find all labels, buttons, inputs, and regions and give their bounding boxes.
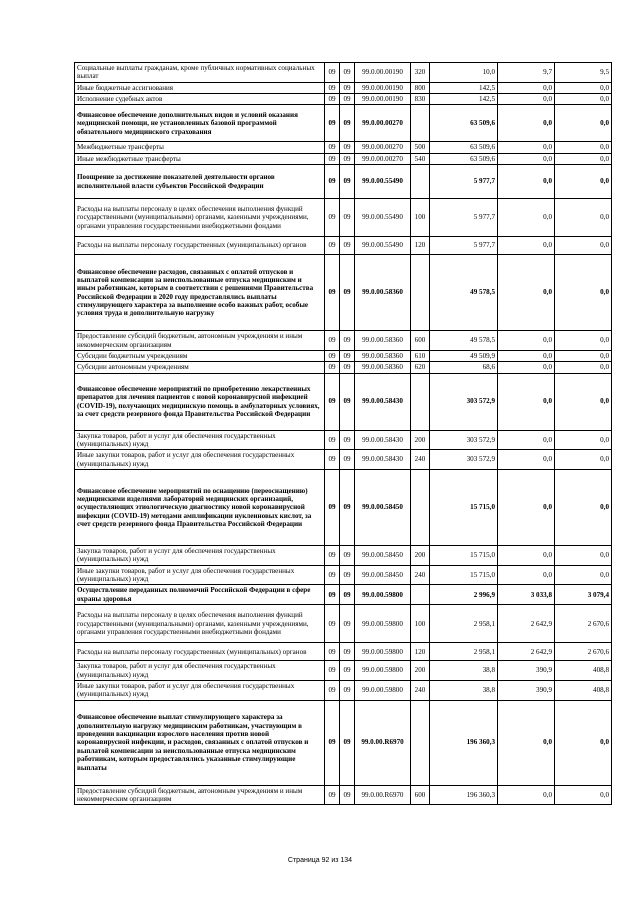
table-row [75,700,612,785]
row-value-1-cell: 5 977,7 [430,165,498,199]
row-value-3-cell: 0,0 [555,565,612,585]
row-name-cell: Предоставление субсидий бюджетным, автономным учреждениям и иным некоммерческим организациям [75,785,325,805]
row-value-3-cell: 0,0 [555,142,612,153]
table-row [75,237,612,255]
table-row [75,585,612,605]
row-subsection-cell: 09 [340,350,355,361]
row-value-1-cell: 63 509,6 [430,153,498,164]
row-section-cell: 09 [325,661,340,681]
row-expense-type-cell [411,255,430,331]
row-value-3-cell: 0,0 [555,430,612,450]
row-section-cell: 09 [325,585,340,605]
row-section-cell: 09 [325,82,340,93]
row-value-2-cell: 3 033,8 [498,585,555,605]
row-value-1-cell: 303 572,9 [430,430,498,450]
row-target-article-cell: 99.0.00.59800 [355,605,411,643]
row-expense-type-cell: 540 [411,153,430,164]
row-subsection-cell: 09 [340,82,355,93]
row-value-3-cell: 0,0 [555,785,612,805]
row-value-2-cell: 0,0 [498,362,555,373]
row-value-1-cell: 63 509,6 [430,142,498,153]
budget-table [74,62,612,805]
table-row [75,643,612,661]
row-target-article-cell: 99.0.00.58360 [355,331,411,351]
row-expense-type-cell: 600 [411,331,430,351]
row-value-2-cell: 0,0 [498,82,555,93]
table-row [75,430,612,450]
row-name-cell: Субсидии бюджетным учреждениям [75,350,325,361]
row-expense-type-cell: 100 [411,605,430,643]
budget-table-body [75,63,612,805]
row-section-cell: 09 [325,470,340,546]
budget-table-container [74,62,611,805]
row-expense-type-cell: 830 [411,94,430,105]
row-section-cell: 09 [325,142,340,153]
row-value-1-cell: 49 509,9 [430,350,498,361]
row-value-1-cell: 63 509,6 [430,105,498,142]
row-value-2-cell: 0,0 [498,373,555,430]
row-name-cell: Финансовое обеспечение дополнительных видов и условий оказания медицинской помощи, не установленных базовой программой обязательного медицинского страхования [75,105,325,142]
row-value-1-cell: 303 572,9 [430,373,498,430]
row-value-1-cell: 15 715,0 [430,470,498,546]
page-footer: Страница 92 из 134 [287,857,353,864]
row-target-article-cell: 99.0.00.58450 [355,565,411,585]
row-subsection-cell: 09 [340,450,355,470]
row-section-cell: 09 [325,255,340,331]
row-subsection-cell: 09 [340,546,355,566]
row-value-2-cell: 0,0 [498,470,555,546]
row-value-2-cell: 2 642,9 [498,605,555,643]
row-section-cell: 09 [325,700,340,785]
row-name-cell: Иные межбюджетные трансферты [75,153,325,164]
row-name-cell: Иные бюджетные ассигнования [75,82,325,93]
row-target-article-cell: 99.0.00.00190 [355,82,411,93]
row-expense-type-cell: 800 [411,82,430,93]
row-section-cell: 09 [325,565,340,585]
row-section-cell: 09 [325,153,340,164]
row-target-article-cell: 99.0.00.58360 [355,255,411,331]
row-section-cell: 09 [325,373,340,430]
row-value-1-cell: 38,8 [430,680,498,700]
row-expense-type-cell: 200 [411,430,430,450]
row-target-article-cell: 99.0.00.55490 [355,165,411,199]
row-target-article-cell: 99.0.00.00270 [355,105,411,142]
row-name-cell: Иные закупки товаров, работ и услуг для обеспечения государственных (муниципальных) нужд [75,565,325,585]
row-value-2-cell: 390,9 [498,680,555,700]
row-target-article-cell: 99.0.00.58360 [355,350,411,361]
row-name-cell: Предоставление субсидий бюджетным, автономным учреждениям и иным некоммерческим организациям [75,331,325,351]
row-value-3-cell: 0,0 [555,105,612,142]
row-expense-type-cell [411,470,430,546]
row-subsection-cell: 09 [340,430,355,450]
table-row [75,142,612,153]
row-value-3-cell: 408,8 [555,680,612,700]
row-section-cell: 09 [325,450,340,470]
row-expense-type-cell: 120 [411,643,430,661]
row-value-1-cell: 142,5 [430,94,498,105]
row-value-1-cell: 196 360,3 [430,700,498,785]
row-value-3-cell: 0,0 [555,199,612,237]
row-value-3-cell: 0,0 [555,165,612,199]
row-value-1-cell: 10,0 [430,63,498,83]
row-name-cell: Финансовое обеспечение расходов, связанных с оплатой отпусков и выплатой компенсации за неиспользованные отпуска медицинским и иным работникам, которым в соответствии с решениями Правительства Российской Федерации в 2020 году предоставлялись выплаты стимулирующего характера за выполнение особо важных работ, особые условия труда и дополнительную нагрузку [75,255,325,331]
row-target-article-cell: 99.0.00.R6970 [355,700,411,785]
row-name-cell: Расходы на выплаты персоналу государственных (муниципальных) органов [75,643,325,661]
row-name-cell: Субсидии автономным учреждениям [75,362,325,373]
row-value-3-cell: 0,0 [555,546,612,566]
row-target-article-cell: 99.0.00.59800 [355,585,411,605]
row-expense-type-cell [411,700,430,785]
row-target-article-cell: 99.0.00.00190 [355,63,411,83]
row-section-cell: 09 [325,237,340,255]
row-value-2-cell: 0,0 [498,165,555,199]
row-subsection-cell: 09 [340,643,355,661]
row-target-article-cell: 99.0.00.59800 [355,680,411,700]
row-value-3-cell: 0,0 [555,237,612,255]
row-value-2-cell: 0,0 [498,237,555,255]
row-name-cell: Исполнение судебных актов [75,94,325,105]
row-value-3-cell: 2 670,6 [555,605,612,643]
row-value-3-cell: 0,0 [555,450,612,470]
row-value-1-cell: 5 977,7 [430,199,498,237]
table-row [75,331,612,351]
row-section-cell: 09 [325,94,340,105]
row-value-3-cell: 0,0 [555,373,612,430]
row-expense-type-cell [411,373,430,430]
row-section-cell: 09 [325,199,340,237]
row-section-cell: 09 [325,785,340,805]
row-value-3-cell: 0,0 [555,82,612,93]
row-expense-type-cell: 610 [411,350,430,361]
row-section-cell: 09 [325,331,340,351]
row-value-2-cell: 0,0 [498,105,555,142]
row-name-cell: Поощрение за достижение показателей деятельности органов исполнительной власти субъектов Российской Федерации [75,165,325,199]
row-section-cell: 09 [325,546,340,566]
row-expense-type-cell: 620 [411,362,430,373]
row-value-1-cell: 196 360,3 [430,785,498,805]
row-value-2-cell: 0,0 [498,785,555,805]
row-value-3-cell: 2 670,6 [555,643,612,661]
row-subsection-cell: 09 [340,255,355,331]
row-value-3-cell: 408,8 [555,661,612,681]
row-value-1-cell: 2 958,1 [430,605,498,643]
table-row [75,565,612,585]
row-section-cell: 09 [325,430,340,450]
row-name-cell: Иные закупки товаров, работ и услуг для обеспечения государственных (муниципальных) нужд [75,450,325,470]
row-value-3-cell: 0,0 [555,94,612,105]
row-section-cell: 09 [325,680,340,700]
table-row [75,105,612,142]
row-value-1-cell: 49 578,5 [430,331,498,351]
row-value-2-cell: 2 642,9 [498,643,555,661]
row-expense-type-cell: 240 [411,450,430,470]
row-name-cell: Осуществление переданных полномочий Российской Федерации в сфере охраны здоровья [75,585,325,605]
row-subsection-cell: 09 [340,142,355,153]
row-value-3-cell: 0,0 [555,700,612,785]
row-section-cell: 09 [325,350,340,361]
row-target-article-cell: 99.0.00.58360 [355,362,411,373]
row-name-cell: Финансовое обеспечение мероприятий по приобретению лекарственных препаратов для лечения пациентов с новой коронавирусной инфекцией (COVID-19), получающих медицинскую помощь в амбулаторных условиях, за счет средств резервного фонда Правительства Российской Федерации [75,373,325,430]
table-row [75,165,612,199]
row-subsection-cell: 09 [340,585,355,605]
row-name-cell: Расходы на выплаты персоналу в целях обеспечения выполнения функций государственными (муниципальными) органами, казенными учреждениями, органами управления государственными внебюджетными фондами [75,199,325,237]
table-row [75,661,612,681]
row-value-2-cell: 0,0 [498,331,555,351]
row-target-article-cell: 99.0.00.55490 [355,237,411,255]
row-value-2-cell: 0,0 [498,565,555,585]
row-expense-type-cell [411,105,430,142]
row-value-3-cell: 0,0 [555,362,612,373]
row-value-3-cell: 0,0 [555,470,612,546]
row-value-3-cell: 0,0 [555,153,612,164]
row-subsection-cell: 09 [340,105,355,142]
table-row [75,546,612,566]
row-target-article-cell: 99.0.00.00270 [355,153,411,164]
row-name-cell: Иные закупки товаров, работ и услуг для обеспечения государственных (муниципальных) нужд [75,680,325,700]
row-subsection-cell: 09 [340,470,355,546]
row-value-3-cell: 9,5 [555,63,612,83]
row-target-article-cell: 99.0.00.R6970 [355,785,411,805]
table-row [75,255,612,331]
row-target-article-cell: 99.0.00.00190 [355,94,411,105]
row-value-2-cell: 0,0 [498,450,555,470]
row-expense-type-cell: 320 [411,63,430,83]
row-subsection-cell: 09 [340,331,355,351]
table-row [75,153,612,164]
row-expense-type-cell: 240 [411,565,430,585]
row-target-article-cell: 99.0.00.00270 [355,142,411,153]
row-name-cell: Финансовое обеспечение выплат стимулирующего характера за дополнительную нагрузку медицинским работникам, участвующим в проведении вакцинации взрослого населения против новой коронавирусной инфекции, и расходов, связанных с оплатой отпусков и выплатой компенсации за неиспользованные отпуска медицинским работникам, которым предоставлялись указанные стимулирующие выплаты [75,700,325,785]
row-subsection-cell: 09 [340,700,355,785]
row-section-cell: 09 [325,643,340,661]
row-value-1-cell: 5 977,7 [430,237,498,255]
row-value-1-cell: 15 715,0 [430,546,498,566]
row-subsection-cell: 09 [340,153,355,164]
row-name-cell: Расходы на выплаты персоналу государственных (муниципальных) органов [75,237,325,255]
row-subsection-cell: 09 [340,63,355,83]
row-subsection-cell: 09 [340,785,355,805]
row-value-3-cell: 0,0 [555,331,612,351]
row-name-cell: Межбюджетные трансферты [75,142,325,153]
row-section-cell: 09 [325,605,340,643]
row-value-1-cell: 2 996,9 [430,585,498,605]
row-value-1-cell: 142,5 [430,82,498,93]
row-value-2-cell: 0,0 [498,199,555,237]
row-value-2-cell: 0,0 [498,94,555,105]
row-value-2-cell: 9,7 [498,63,555,83]
row-expense-type-cell: 200 [411,546,430,566]
row-value-2-cell: 0,0 [498,255,555,331]
row-name-cell: Закупка товаров, работ и услуг для обеспечения государственных (муниципальных) нужд [75,430,325,450]
table-row [75,785,612,805]
row-value-3-cell: 0,0 [555,255,612,331]
row-section-cell: 09 [325,165,340,199]
row-expense-type-cell: 600 [411,785,430,805]
row-target-article-cell: 99.0.00.58430 [355,450,411,470]
row-expense-type-cell: 120 [411,237,430,255]
row-target-article-cell: 99.0.00.55490 [355,199,411,237]
table-row [75,373,612,430]
row-value-1-cell: 15 715,0 [430,565,498,585]
row-value-3-cell: 3 079,4 [555,585,612,605]
row-subsection-cell: 09 [340,565,355,585]
table-row [75,362,612,373]
table-row [75,199,612,237]
row-value-2-cell: 0,0 [498,142,555,153]
row-target-article-cell: 99.0.00.58450 [355,470,411,546]
table-row [75,680,612,700]
table-row [75,94,612,105]
table-row [75,82,612,93]
row-expense-type-cell: 100 [411,199,430,237]
row-value-1-cell: 49 578,5 [430,255,498,331]
row-target-article-cell: 99.0.00.58450 [355,546,411,566]
row-target-article-cell: 99.0.00.58430 [355,430,411,450]
row-section-cell: 09 [325,105,340,142]
row-value-1-cell: 38,8 [430,661,498,681]
row-expense-type-cell: 240 [411,680,430,700]
row-value-1-cell: 303 572,9 [430,450,498,470]
row-expense-type-cell: 500 [411,142,430,153]
row-subsection-cell: 09 [340,373,355,430]
row-expense-type-cell [411,165,430,199]
row-subsection-cell: 09 [340,661,355,681]
table-row [75,350,612,361]
row-subsection-cell: 09 [340,605,355,643]
row-value-2-cell: 0,0 [498,430,555,450]
row-target-article-cell: 99.0.00.59800 [355,661,411,681]
row-value-1-cell: 2 958,1 [430,643,498,661]
row-name-cell: Социальные выплаты гражданам, кроме публичных нормативных социальных выплат [75,63,325,83]
table-row [75,63,612,83]
row-target-article-cell: 99.0.00.59800 [355,643,411,661]
row-subsection-cell: 09 [340,362,355,373]
row-subsection-cell: 09 [340,165,355,199]
row-value-2-cell: 0,0 [498,350,555,361]
row-section-cell: 09 [325,63,340,83]
row-value-3-cell: 0,0 [555,350,612,361]
table-row [75,470,612,546]
row-value-2-cell: 0,0 [498,700,555,785]
row-name-cell: Закупка товаров, работ и услуг для обеспечения государственных (муниципальных) нужд [75,546,325,566]
table-row [75,450,612,470]
row-value-1-cell: 68,6 [430,362,498,373]
row-section-cell: 09 [325,362,340,373]
row-value-2-cell: 0,0 [498,546,555,566]
row-subsection-cell: 09 [340,237,355,255]
table-row [75,605,612,643]
row-value-2-cell: 390,9 [498,661,555,681]
row-subsection-cell: 09 [340,680,355,700]
row-name-cell: Закупка товаров, работ и услуг для обеспечения государственных (муниципальных) нужд [75,661,325,681]
row-subsection-cell: 09 [340,94,355,105]
row-name-cell: Финансовое обеспечение мероприятий по оснащению (переоснащению) медицинскими изделиями лабораторий медицинских организаций, осуществляющих этиологическую диагностику новой коронавирусной инфекции (COVID-19) методами амплификации нуклеиновых кислот, за счет средств резервного фонда Правительства Российской Федерации [75,470,325,546]
row-target-article-cell: 99.0.00.58430 [355,373,411,430]
row-expense-type-cell: 200 [411,661,430,681]
row-name-cell: Расходы на выплаты персоналу в целях обеспечения выполнения функций государственными (муниципальными) органами, казенными учреждениями, органами управления государственными внебюджетными фондами [75,605,325,643]
row-expense-type-cell [411,585,430,605]
row-subsection-cell: 09 [340,199,355,237]
row-value-2-cell: 0,0 [498,153,555,164]
